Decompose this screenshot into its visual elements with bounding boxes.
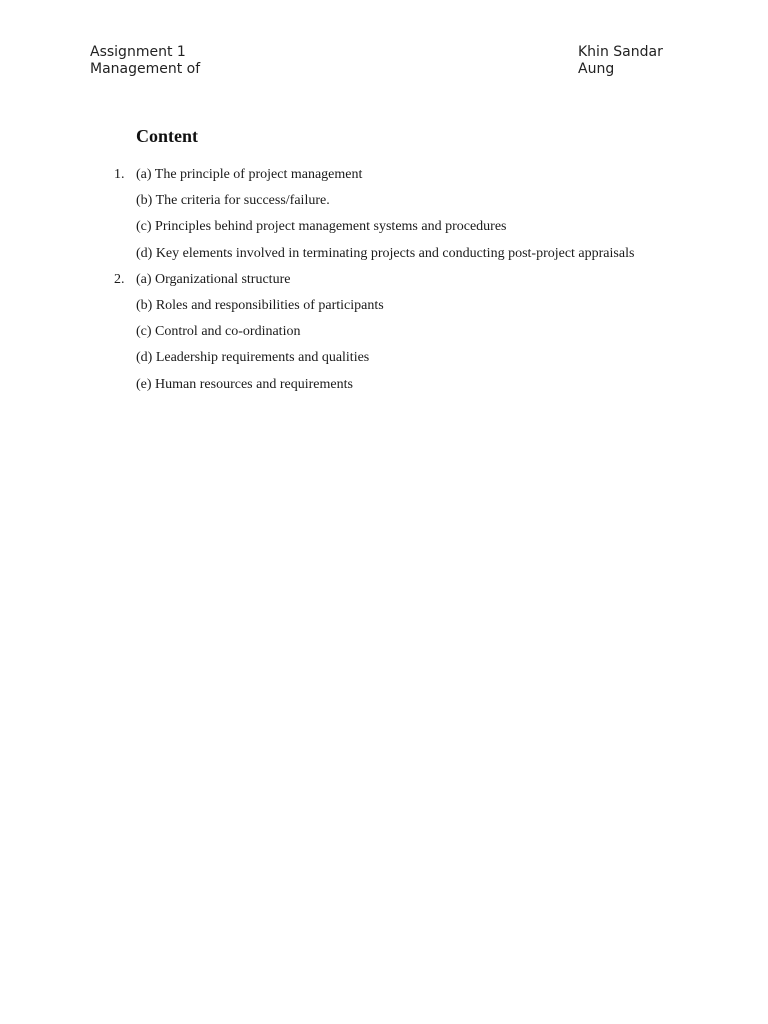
list-item-text: (d) Key elements involved in terminating projects and conducting post-project appraisals [136, 245, 635, 261]
list-item-text: (d) Leadership requirements and qualities [136, 350, 370, 366]
list-item [100, 374, 720, 400]
table-of-contents [100, 164, 720, 400]
author-name-line2: Aung [578, 61, 615, 77]
list-item-text: (a) Organizational structure [136, 271, 291, 287]
list-item [100, 216, 720, 242]
assignment-label: Assignment 1 [90, 44, 186, 60]
list-item [100, 269, 720, 295]
list-item [100, 243, 720, 269]
section-number: 2. [114, 271, 125, 287]
course-label: Management of [90, 61, 201, 77]
list-item-text: (e) Human resources and requirements [136, 376, 353, 392]
list-item-text: (c) Principles behind project management systems and procedures [136, 219, 507, 235]
list-item-text: (b) Roles and responsibilities of participants [136, 297, 384, 313]
list-item [100, 295, 720, 321]
page-title: Content [136, 126, 198, 146]
author-name-line1: Khin Sandar [578, 44, 663, 60]
list-item [100, 347, 720, 373]
list-item [100, 321, 720, 347]
header-left [90, 44, 290, 84]
header-right [578, 44, 688, 84]
list-item [100, 190, 720, 216]
list-item-text: (b) The criteria for success/failure. [136, 193, 330, 209]
list-item-text: (c) Control and co-ordination [136, 324, 301, 340]
list-item [100, 164, 720, 190]
section-number: 1. [114, 167, 125, 182]
list-item-text: (a) The principle of project management [136, 167, 363, 182]
